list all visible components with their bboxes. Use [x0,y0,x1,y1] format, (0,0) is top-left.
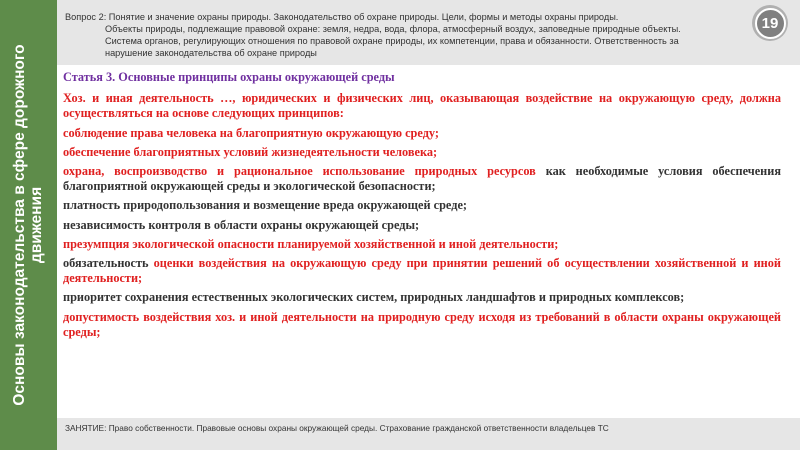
paragraph-segment: обязательность [63,256,154,271]
principle-paragraph [63,290,781,305]
slide-number-badge [752,5,788,41]
paragraph-segment: презумпция экологической опасности планируемой хозяйственной и иной деятельности; [63,236,559,251]
header [57,0,800,65]
paragraph-segment: допустимость воздействия хоз. и иной деятельности на природную среду исходя из требований в области охраны окружающей среды; [63,309,781,339]
paragraph-segment: Хоз. и иная деятельность …, юридических и физических лиц, [63,91,441,106]
paragraph-segment: оказывающая воздействие на окружающую среду, должна осуществляться на основе следующих принципов: [63,91,782,121]
article-content [63,70,781,344]
principle-paragraph [63,218,781,233]
paragraph-segment: охрана, воспроизводство и рациональное использование природных ресурсов [63,164,546,179]
article-title: Статья 3. Основные принципы охраны окружающей среды [63,70,395,84]
question-rest: Объекты природы, подлежащие правовой охране: земля, недра, вода, флора, атмосферный воздух, заповедные природные объекты. Система органов, регулирующих отношения по правовой охране природы, их компетенции, права и обязанности. Ответственность за нарушение законодательства об охране природы [105,24,681,58]
principle-paragraph [63,91,781,121]
principle-paragraph [63,256,781,286]
question-text [65,11,715,59]
question-line1: Вопрос 2: Понятие и значение охраны природы. Законодательство об охране природы. Цели, формы и методы охраны природы. [65,12,619,22]
paragraph-segment: приоритет сохранения естественных экологических систем, природных ландшафтов и природных комплексов; [63,290,685,305]
principle-paragraph [63,145,781,160]
principle-paragraph [63,198,781,213]
sidebar-title: Основы законодательства в сфере дорожного движения [11,44,45,406]
article-paragraphs [63,91,781,340]
sidebar [0,0,57,450]
lesson-text: ЗАНЯТИЕ: Право собственности. Правовые основы охраны окружающей среды. Страхование гражданской ответственности владельцев ТС [65,423,609,433]
footer [57,418,800,450]
paragraph-segment: платность природопользования и возмещение вреда окружающей среде; [63,198,467,213]
paragraph-segment: независимость контроля в области охраны окружающей среды; [63,217,420,232]
paragraph-segment: обеспечение благоприятных условий жизнедеятельности человека; [63,144,438,159]
principle-paragraph [63,164,781,194]
principle-paragraph [63,237,781,252]
slide-number: 19 [755,8,786,39]
principle-paragraph [63,310,781,340]
paragraph-segment: соблюдение права человека на благоприятную окружающую среду; [63,125,439,140]
paragraph-segment: как необходимые условия обеспечения благоприятной окружающей среды и экологической безопасности; [63,164,781,194]
paragraph-segment: оценки воздействия на окружающую среду при принятии решений об осуществлении хозяйственной и иной деятельности; [63,256,781,286]
principle-paragraph [63,126,781,141]
